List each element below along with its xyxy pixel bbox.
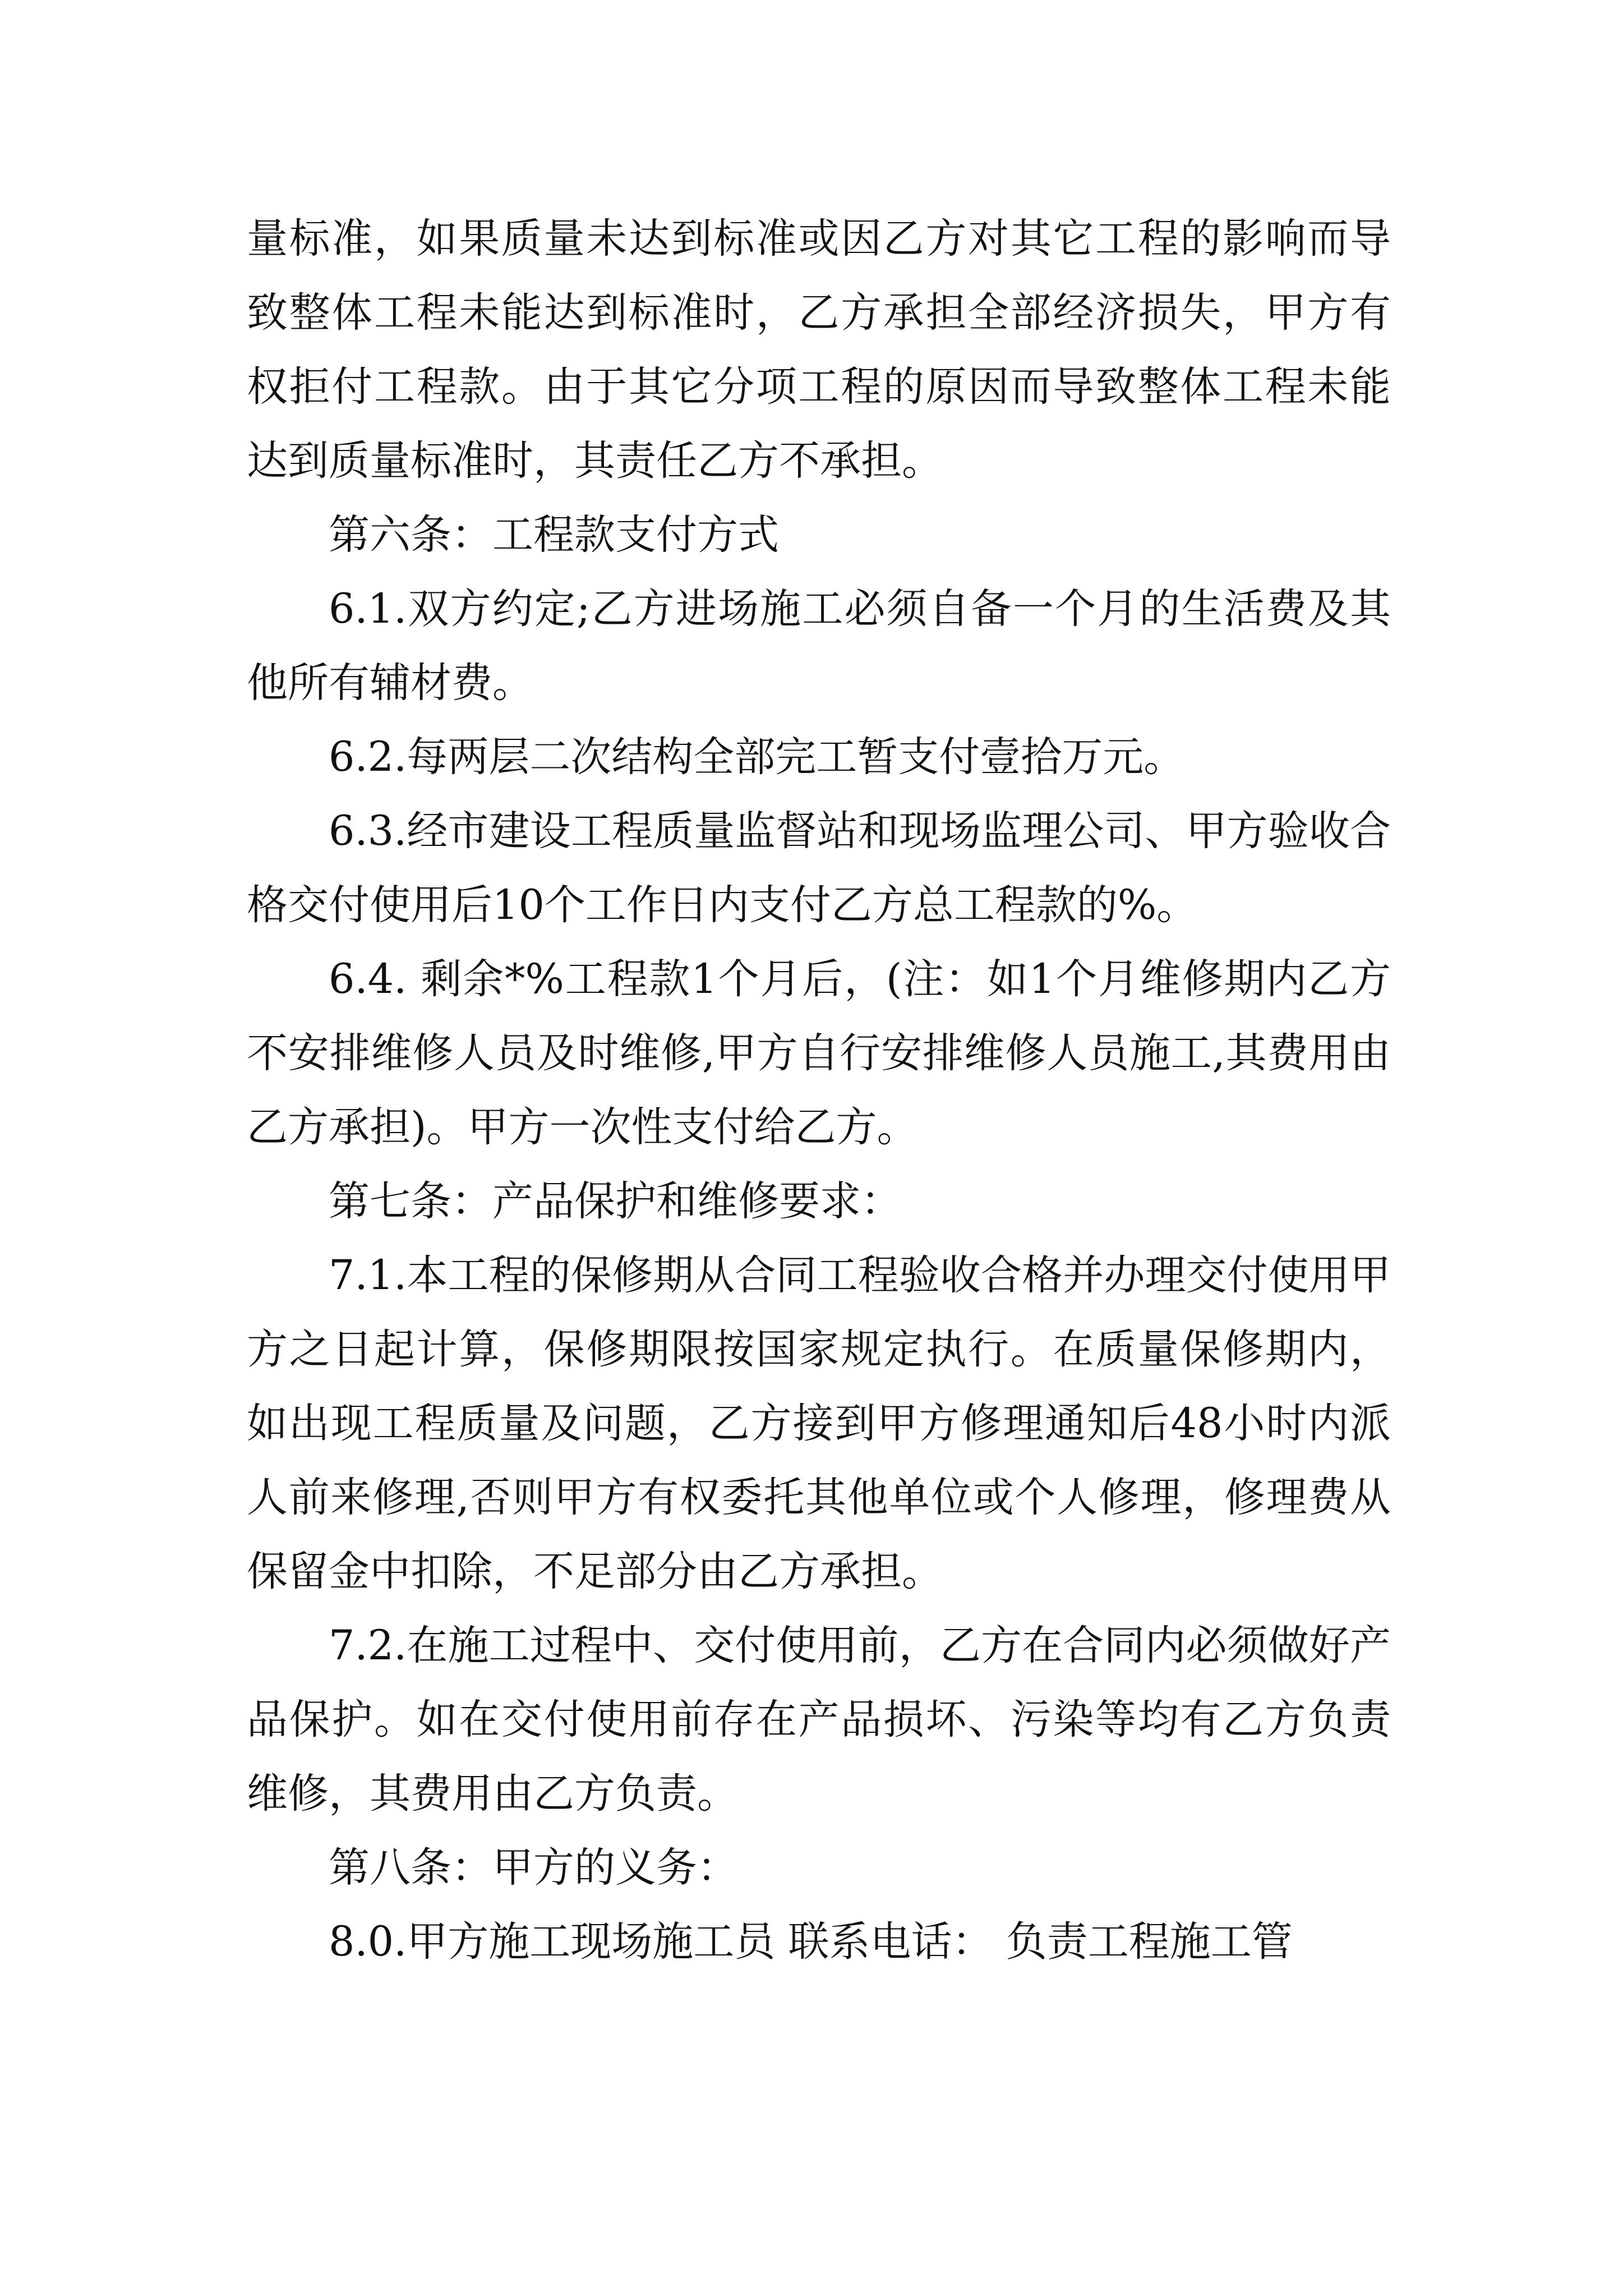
heading-article-7: 第七条：产品保护和维修要求： xyxy=(329,1177,902,1225)
clause-6-3: 6.3.经市建设工程质量监督站和现场监理公司、甲方验收合格交付使用后10个工作日内支付乙方总工程款的%。 xyxy=(247,807,1391,929)
clause-8-0: 8.0.甲方施工现场施工员 联系电话： 负责工程施工管 xyxy=(329,1918,1293,1966)
paragraph-quality-standard: 量标准，如果质量未达到标准或因乙方对其它工程的影响而导致整体工程未能达到标准时，乙方承担全部经济损失，甲方有权拒付工程款。由于其它分项工程的原因而导致整体工程未能达到质量标准时，其责任乙方不承担。 xyxy=(247,215,1391,485)
clause-6-2: 6.2.每两层二次结构全部完工暂支付壹拾万元。 xyxy=(329,733,1185,781)
heading-article-6: 第六条：工程款支付方式 xyxy=(329,511,779,559)
clause-6-4: 6.4. 剩余*%工程款1个月后，(注：如1个月维修期内乙方不安排维修人员及时维修,甲方自行安排维修人员施工,其费用由乙方承担)。甲方一次性支付给乙方。 xyxy=(247,955,1391,1151)
clause-6-1: 6.1.双方约定;乙方进场施工必须自备一个月的生活费及其他所有辅材费。 xyxy=(247,585,1391,707)
clause-7-2: 7.2.在施工过程中、交付使用前，乙方在合同内必须做好产品保护。如在交付使用前存在产品损坏、污染等均有乙方负责维修，其费用由乙方负责。 xyxy=(247,1622,1391,1818)
document-page xyxy=(247,202,1391,1979)
heading-article-8: 第八条：甲方的义务： xyxy=(329,1844,738,1892)
clause-7-1: 7.1.本工程的保修期从合同工程验收合格并办理交付使用甲方之日起计算，保修期限按国家规定执行。在质量保修期内，如出现工程质量及问题，乙方接到甲方修理通知后48小时内派人前来修理,否则甲方有权委托其他单位或个人修理，修理费从保留金中扣除，不足部分由乙方承担。 xyxy=(247,1251,1391,1595)
